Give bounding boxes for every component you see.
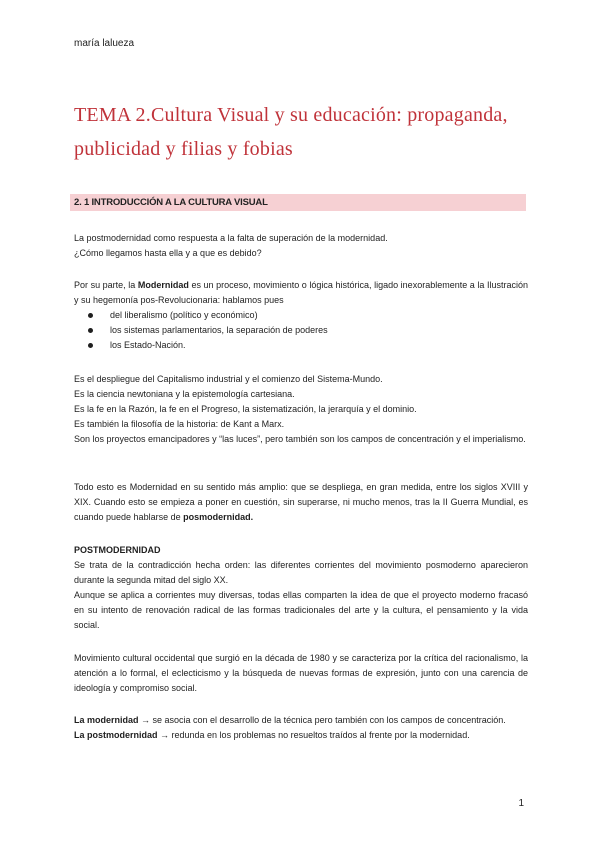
intro-paragraph — [74, 231, 528, 261]
modernidad-post: es un proceso, movimiento o lógica histórica, ligado inexorablemente a la Ilustración y su hegemonía pos-Revolucionaria: hablamos pues — [74, 280, 528, 305]
todo-paragraph — [74, 480, 528, 525]
modernidad-pre: Por su parte, la — [74, 280, 138, 290]
intro-line-2: ¿Cómo llegamos hasta ella y a que es debido? — [74, 248, 262, 258]
comparacion-b-bold: La postmodernidad — [74, 730, 158, 740]
movimiento-paragraph — [74, 651, 528, 696]
section-heading: 2. 1 INTRODUCCIÓN A LA CULTURA VISUAL — [74, 197, 268, 208]
despliegue-line: Es la fe en la Razón, la fe en el Progreso, la sistematización, la jerarquía y el dominio. — [74, 404, 417, 414]
modernidad-bold: Modernidad — [137, 280, 189, 290]
bullet-icon — [88, 313, 93, 318]
author-name: maría lalueza — [74, 38, 135, 49]
comparacion-b-text: → redunda en los problemas no resueltos traídos al frente por la modernidad. — [157, 730, 470, 740]
modernidad-bullet-list — [74, 308, 528, 353]
movimiento-text: Movimiento cultural occidental que surgió en la década de 1980 y se caracteriza por la crítica del racionalismo, la atención a lo formal, el eclecticismo y la búsqueda de nuevas formas de expresión, junto con una carencia de ideología y compromiso social. — [74, 653, 528, 693]
comparacion-postmodernidad — [74, 728, 528, 743]
todo-text: Todo esto es Modernidad en su sentido más amplio: que se despliega, en gran medida, entre los siglos XVIII y XIX. Cuando esto se empieza a poner en cuestión, sin superarse, ni mucho menos, tras la II Guerra Mundial, es cuando puede hablarse de — [74, 482, 528, 522]
bullet-item — [74, 338, 528, 353]
despliegue-line: Son los proyectos emancipadores y “las luces”, pero también son los campos de concentración y el imperialismo. — [74, 434, 526, 444]
bullet-text: del liberalismo (político y económico) — [110, 310, 258, 320]
todo-bold: posmodernidad. — [183, 512, 254, 522]
comparacion-paragraph — [74, 713, 528, 743]
document-title: TEMA 2.Cultura Visual y su educación: propaganda, publicidad y filias y fobias — [74, 104, 508, 160]
despliegue-paragraph — [74, 372, 528, 447]
postmodernidad-p1: Se trata de la contradicción hecha orden: las diferentes corrientes del movimiento posmoderno aparecieron durante la segunda mitad del siglo XX. — [74, 560, 528, 585]
postmodernidad-heading: POSTMODERNIDAD — [74, 545, 161, 555]
comparacion-modernidad — [74, 713, 528, 728]
bullet-item — [74, 308, 528, 323]
bullet-icon — [88, 328, 93, 333]
intro-line-1: La postmodernidad como respuesta a la falta de superación de la modernidad. — [74, 233, 388, 243]
modernidad-paragraph — [74, 278, 528, 353]
comparacion-a-text: → se asocia con el desarrollo de la técnica pero también con los campos de concentración. — [138, 715, 506, 725]
comparacion-a-bold: La modernidad — [74, 715, 139, 725]
postmodernidad-p2: Aunque se aplica a corrientes muy diversas, todas ellas comparten la idea de que el proyecto moderno fracasó en su intento de renovación radical de las formas tradicionales del arte y la cultura, el pensamiento y la vida social. — [74, 590, 528, 630]
despliegue-line: Es el despliegue del Capitalismo industrial y el comienzo del Sistema-Mundo. — [74, 374, 383, 384]
bullet-item — [74, 323, 528, 338]
bullet-icon — [88, 343, 93, 348]
despliegue-line: Es la ciencia newtoniana y la epistemología cartesiana. — [74, 389, 295, 399]
postmodernidad-section — [74, 543, 528, 633]
bullet-text: los sistemas parlamentarios, la separación de poderes — [110, 325, 328, 335]
bullet-text: los Estado-Nación. — [110, 340, 186, 350]
page-number: 1 — [518, 798, 524, 809]
despliegue-line: Es también la filosofía de la historia: de Kant a Marx. — [74, 419, 285, 429]
